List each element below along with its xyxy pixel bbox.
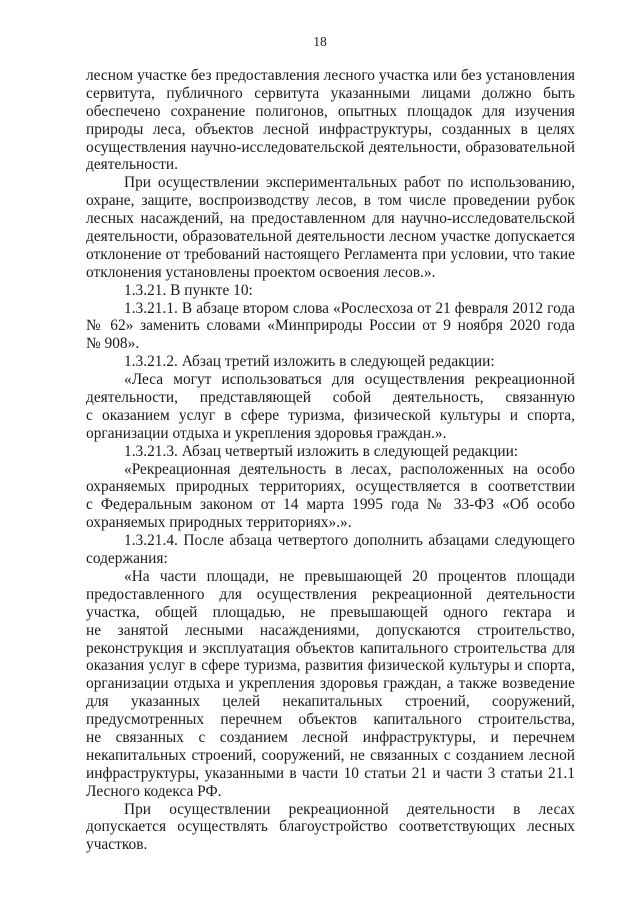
text-line: предоставленного для осуществления рекреационной деятельности: [86, 585, 575, 603]
text-line: для указанных целей некапитальных строений, сооружений,: [86, 693, 575, 711]
text-line: осуществления научно-исследовательской деятельности, образовательной: [86, 138, 575, 156]
text-line: с Федеральным законом от 14 марта 1995 года № 33-ФЗ «Об особо: [86, 496, 575, 514]
text-line: охраняемых природных территориях».».: [86, 514, 352, 532]
text-line: отклонение от требований настоящего Регламента при условии, что такие: [86, 245, 575, 263]
text-line: деятельности.: [86, 156, 178, 174]
text-line: 1.3.21. В пункте 10:: [124, 281, 253, 299]
text-line: охраняемых природных территориях, осуществляется в соответствии: [86, 478, 575, 496]
text-line: 1.3.21.1. В абзаце втором слова «Рослесхоза от 21 февраля 2012 года: [124, 299, 575, 317]
text-line: с оказанием услуг в сфере туризма, физической культуры и спорта,: [86, 406, 575, 424]
text-line: реконструкция и эксплуатация объектов капитального строительства для: [86, 639, 575, 657]
text-line: «Рекреационная деятельность в лесах, расположенных на особо: [124, 460, 575, 478]
text-line: допускается осуществлять благоустройство соответствующих лесных: [86, 818, 575, 836]
text-line: отклонения установлены проектом освоения лесов.».: [86, 263, 436, 281]
text-line: «На части площади, не превышающей 20 процентов площади: [124, 567, 575, 585]
text-line: охране, защите, воспроизводству лесов, в том числе проведении рубок: [86, 192, 575, 210]
text-line: «Леса могут использоваться для осуществления рекреационной: [124, 371, 575, 389]
text-line: деятельности, образовательной деятельности лесном участке допускается: [86, 228, 575, 246]
page-number: 18: [313, 34, 327, 49]
text-line: природы леса, объектов лесной инфраструктуры, созданных в целях: [86, 120, 575, 138]
text-line: не связанных с созданием лесной инфраструктуры, и перечнем: [86, 728, 575, 746]
text-line: 1.3.21.4. После абзаца четвертого дополнить абзацами следующего: [124, 532, 575, 550]
document-body: [86, 67, 575, 854]
text-line: Лесного кодекса РФ.: [86, 782, 222, 800]
text-line: деятельности, представляющей собой деятельность, связанную: [86, 389, 575, 407]
text-line: инфраструктуры, указанными в части 10 статьи 21 и части 3 статьи 21.1: [86, 764, 575, 782]
text-line: не занятой лесными насаждениями, допускаются строительство,: [86, 621, 575, 639]
text-line: участков.: [86, 836, 148, 854]
text-line: организации отдыха и укрепления здоровья граждан.».: [86, 424, 447, 442]
text-line: 1.3.21.2. Абзац третий изложить в следующей редакции:: [124, 353, 495, 371]
text-line: При осуществлении рекреационной деятельности в лесах: [124, 800, 575, 818]
text-line: № 62» заменить словами «Минприроды России от 9 ноября 2020 года: [86, 317, 575, 335]
text-line: некапитальных строений, сооружений, не связанных с созданием лесной: [86, 746, 575, 764]
text-line: организации отдыха и укрепления здоровья граждан, а также возведение: [86, 675, 575, 693]
text-line: содержания:: [86, 550, 168, 568]
text-line: участка, общей площадью, не превышающей одного гектара и: [86, 603, 575, 621]
text-line: лесном участке без предоставления лесного участка или без установления: [86, 67, 575, 84]
text-line: сервитута, публичного сервитута указанными лицами должно быть: [86, 84, 575, 102]
text-line: обеспечено сохранение полигонов, опытных площадок для изучения: [86, 102, 575, 120]
text-line: 1.3.21.3. Абзац четвертый изложить в следующей редакции:: [124, 442, 519, 460]
text-line: При осуществлении экспериментальных работ по использованию,: [124, 174, 575, 192]
text-line: предусмотренных перечнем объектов капитального строительства,: [86, 711, 575, 729]
text-line: № 908».: [86, 335, 140, 353]
text-line: оказания услуг в сфере туризма, развития физической культуры и спорта,: [86, 657, 575, 675]
text-line: лесных насаждений, на предоставленном для научно-исследовательской: [86, 210, 575, 228]
